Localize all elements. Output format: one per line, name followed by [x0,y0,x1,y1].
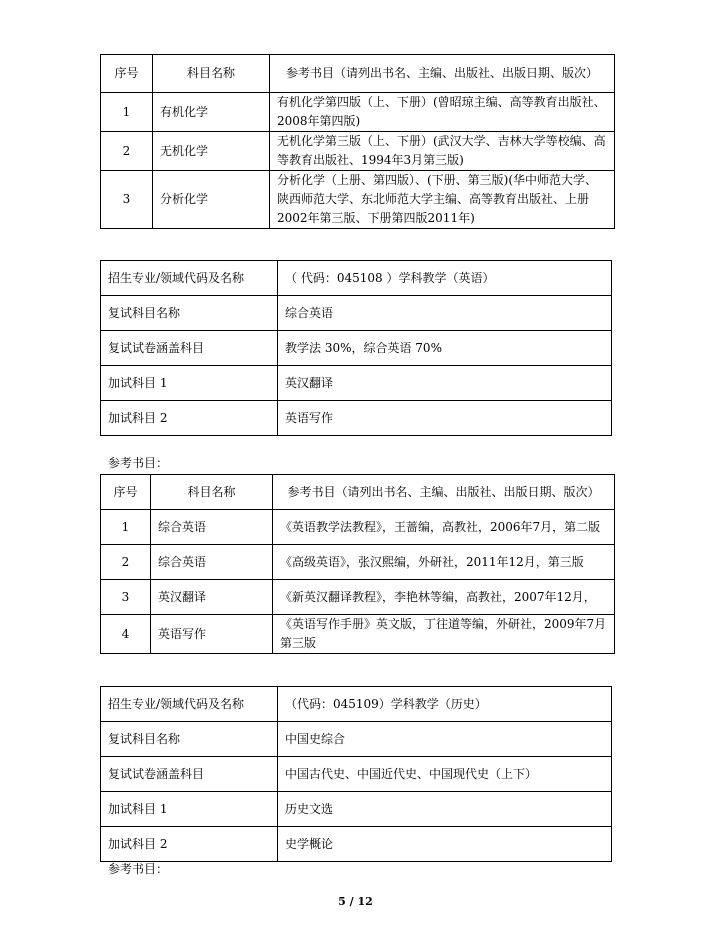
info-label: 招生专业/领域代码及名称 [101,687,278,722]
header-books: 参考书目（请列出书名、主编、出版社、出版日期、版次） [270,55,615,93]
info-value: （代码：045109）学科教学（历史） [278,687,612,722]
info-label: 加试科目 2 [101,401,278,436]
table-row [101,132,615,171]
table-row [101,93,615,132]
info-label: 加试科目 2 [101,827,278,862]
info-label: 复试试卷涵盖科目 [101,331,278,366]
table-header-row [101,55,615,93]
row-subject: 英语写作 [151,615,273,654]
table-header-row [101,475,615,510]
table-row [101,580,615,615]
info-row [101,757,612,792]
header-subject: 科目名称 [153,55,270,93]
info-value: 中国古代史、中国近代史、中国现代史（上下） [278,757,612,792]
info-label: 复试科目名称 [101,722,278,757]
row-no: 1 [101,93,153,132]
info-value: 教学法 30%，综合英语 70% [278,331,612,366]
info-label: 招生专业/领域代码及名称 [101,261,278,296]
info-value: 历史文选 [278,792,612,827]
row-subject: 无机化学 [153,132,270,171]
row-no: 4 [101,615,151,654]
table-row [101,510,615,545]
english-program-info-table [100,260,612,436]
history-program-info-table [100,686,612,862]
info-row [101,331,612,366]
table-row [101,171,615,229]
row-no: 2 [101,132,153,171]
info-value: 英汉翻译 [278,366,612,401]
info-value: 英语写作 [278,401,612,436]
info-value: 中国史综合 [278,722,612,757]
row-subject: 分析化学 [153,171,270,229]
info-row [101,261,612,296]
reference-books-label: 参考书目： [108,862,169,876]
row-no: 3 [101,171,153,229]
reference-books-label: 参考书目： [108,456,169,470]
info-label: 加试科目 1 [101,792,278,827]
info-label: 加试科目 1 [101,366,278,401]
english-books-table [100,474,615,654]
row-books: 《英语教学法教程》，王蔷编，高教社，2006年7月，第二版 [273,510,615,545]
header-no: 序号 [101,55,153,93]
row-books: 《高级英语》，张汉熙编，外研社，2011年12月，第三版 [273,545,615,580]
row-subject: 英汉翻译 [151,580,273,615]
info-value: （ 代码：045108 ）学科教学（英语） [278,261,612,296]
info-row [101,296,612,331]
info-label: 复试科目名称 [101,296,278,331]
info-value: 综合英语 [278,296,612,331]
info-label: 复试试卷涵盖科目 [101,757,278,792]
row-books: 分析化学（上册、第四版）、(下册、第三版)(华中师范大学、陕西师范大学、东北师范大学主编、高等教育出版社、上册2002年第三版、下册第四版2011年) [270,171,615,229]
page-number: 5 / 12 [338,895,373,908]
header-books: 参考书目（请列出书名、主编、出版社、出版日期、版次） [273,475,615,510]
row-subject: 综合英语 [151,545,273,580]
row-books: 无机化学第三版（上、下册）(武汉大学、吉林大学等校编、高等教育出版社、1994年3月第三版) [270,132,615,171]
info-row [101,792,612,827]
row-subject: 综合英语 [151,510,273,545]
row-no: 2 [101,545,151,580]
row-books: 有机化学第四版（上、下册）(曾昭琼主编、高等教育出版社、2008年第四版) [270,93,615,132]
table-row [101,545,615,580]
row-books: 《英语写作手册》英文版，丁往道等编，外研社，2009年7月第三版 [273,615,615,654]
header-no: 序号 [101,475,151,510]
header-subject: 科目名称 [151,475,273,510]
row-no: 1 [101,510,151,545]
info-row [101,722,612,757]
info-row [101,366,612,401]
chemistry-books-table [100,54,615,229]
info-value: 史学概论 [278,827,612,862]
row-subject: 有机化学 [153,93,270,132]
table-row [101,615,615,654]
info-row [101,401,612,436]
row-books: 《新英汉翻译教程》，李艳林等编，高教社，2007年12月， [273,580,615,615]
row-no: 3 [101,580,151,615]
info-row [101,687,612,722]
info-row [101,827,612,862]
